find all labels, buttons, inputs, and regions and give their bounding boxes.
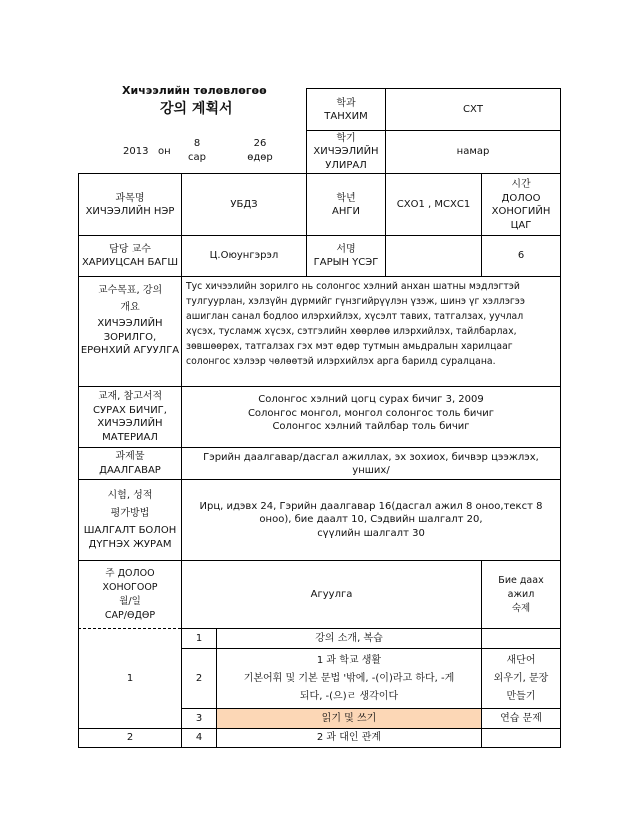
hours-value: 6 <box>517 250 525 262</box>
schedule-content-header: Агуулга <box>310 589 353 601</box>
schedule-week-header: 주 ДОЛОО ХОНОГООР 월/일 САР/ӨДӨР <box>102 568 158 621</box>
schedule-week-2: 2 <box>126 732 134 744</box>
schedule-num-1: 1 <box>195 632 203 644</box>
schedule-content-2: 1 과 학교 생활 기본어휘 및 기본 문법 '밖에, -(이)라고 하다, -게 되다, -(으)ㄹ 생각이다 <box>243 654 455 702</box>
material-label: 교재, 참고서적 СУРАХ БИЧИГ, ХИЧЭЭЛИЙН МАТЕРИАЛ <box>93 391 167 443</box>
goal-text: Тус хичээлийн зорилго нь солонгос хэлний анхан шатны мэдлэгтэй тулгуурлан, хэлзүйн дүрмийг гүнзгийрүүлэн үзэж, шинэ үг хэллэгээ ашиглан санал бодлоо илэрхийлэх, хүсэлт тавих, татгалзах, уучлал хүсэх, тусламж хүсэх, сэтгэлийн хөөрлөө илэрхийлэх, тайлбарлах, зөвшөөрөх, татгалзах гэх мэт өдөр тутмын амьдралын харилцааг солонгос хэлээр чөлөөтэй илэрхийлэх арга барилд суралцана. <box>186 281 526 368</box>
schedule-num-2: 2 <box>195 672 203 684</box>
dept-value: СХТ <box>463 104 483 116</box>
course-value: УБДЗ <box>230 199 258 211</box>
homework-text: Гэрийн даалгавар/дасгал ажиллах, эх зохиох, бичвэр цээжлэх, унших/ <box>203 451 539 476</box>
schedule-week-1: 1 <box>126 672 134 684</box>
sign-label: 서명 ГАРЫН ҮСЭГ <box>313 243 379 268</box>
hours-label: 시간 ДОЛОО ХОНОГИЙН ЦАГ <box>491 179 551 231</box>
term-label: 학기 ХИЧЭЭЛИЙН УЛИРАЛ <box>313 132 379 171</box>
grading-label: 시험, 성적 평가방법 ШАЛГАЛТ БОЛОН ДҮГНЭХ ЖУРАМ <box>83 490 177 550</box>
dept-label: 학과 ТАНХИМ <box>324 97 368 122</box>
goal-label: 교수목표, 강의 개요 ХИЧЭЭЛИЙН ЗОРИЛГО, ЕРӨНХИЙ АГУУЛГА <box>80 285 180 356</box>
schedule-self-header: Бие даах ажил 숙제 <box>498 575 544 614</box>
material-text: Солонгос хэлний цогц сурах бичиг 3, 2009 Солонгос монгол, монгол солонгос толь бичиг Солонгос хэлний тайлбар толь бичиг <box>247 394 495 432</box>
grade-value: СХО1 , МСХС1 <box>396 199 471 211</box>
date-year: 2013 он <box>123 146 171 157</box>
grade-label: 학년 АНГИ <box>332 192 360 217</box>
title-korean: 강의 계획서 <box>160 101 233 117</box>
schedule-self-2: 새단어 외우기, 문장 만들기 <box>493 654 549 702</box>
prof-value: Ц.Оюунгэрэл <box>209 250 279 262</box>
prof-label: 담당 교수 ХАРИУЦСАН БАГШ <box>81 243 179 268</box>
schedule-content-3: 읽기 및 쓰기 <box>321 712 377 724</box>
schedule-content-4: 2 과 대인 관계 <box>316 732 382 744</box>
title-mongolian: Хичээлийн төлөвлөгөө <box>122 84 267 97</box>
schedule-num-4: 4 <box>195 732 203 744</box>
grading-text: Ирц, идэвх 24, Гэрийн даалгавар 16(дасгал ажил 8 оноо,текст 8 оноо), бие даалт 10, Сэдвийн шалгалт 20, сүүлийн шалгалт 30 <box>199 500 543 539</box>
schedule-content-1: 강의 소개, 복습 <box>315 632 383 644</box>
date-month: 8 сар <box>188 138 206 163</box>
term-value: намар <box>456 146 490 158</box>
date-day: 26 өдөр <box>247 138 273 163</box>
schedule-self-3: 연습 문제 <box>500 712 542 724</box>
homework-label: 과제물 ДААЛГАВАР <box>99 451 161 476</box>
course-label: 과목명 ХИЧЭЭЛИЙН НЭР <box>85 192 175 217</box>
schedule-num-3: 3 <box>195 712 203 724</box>
